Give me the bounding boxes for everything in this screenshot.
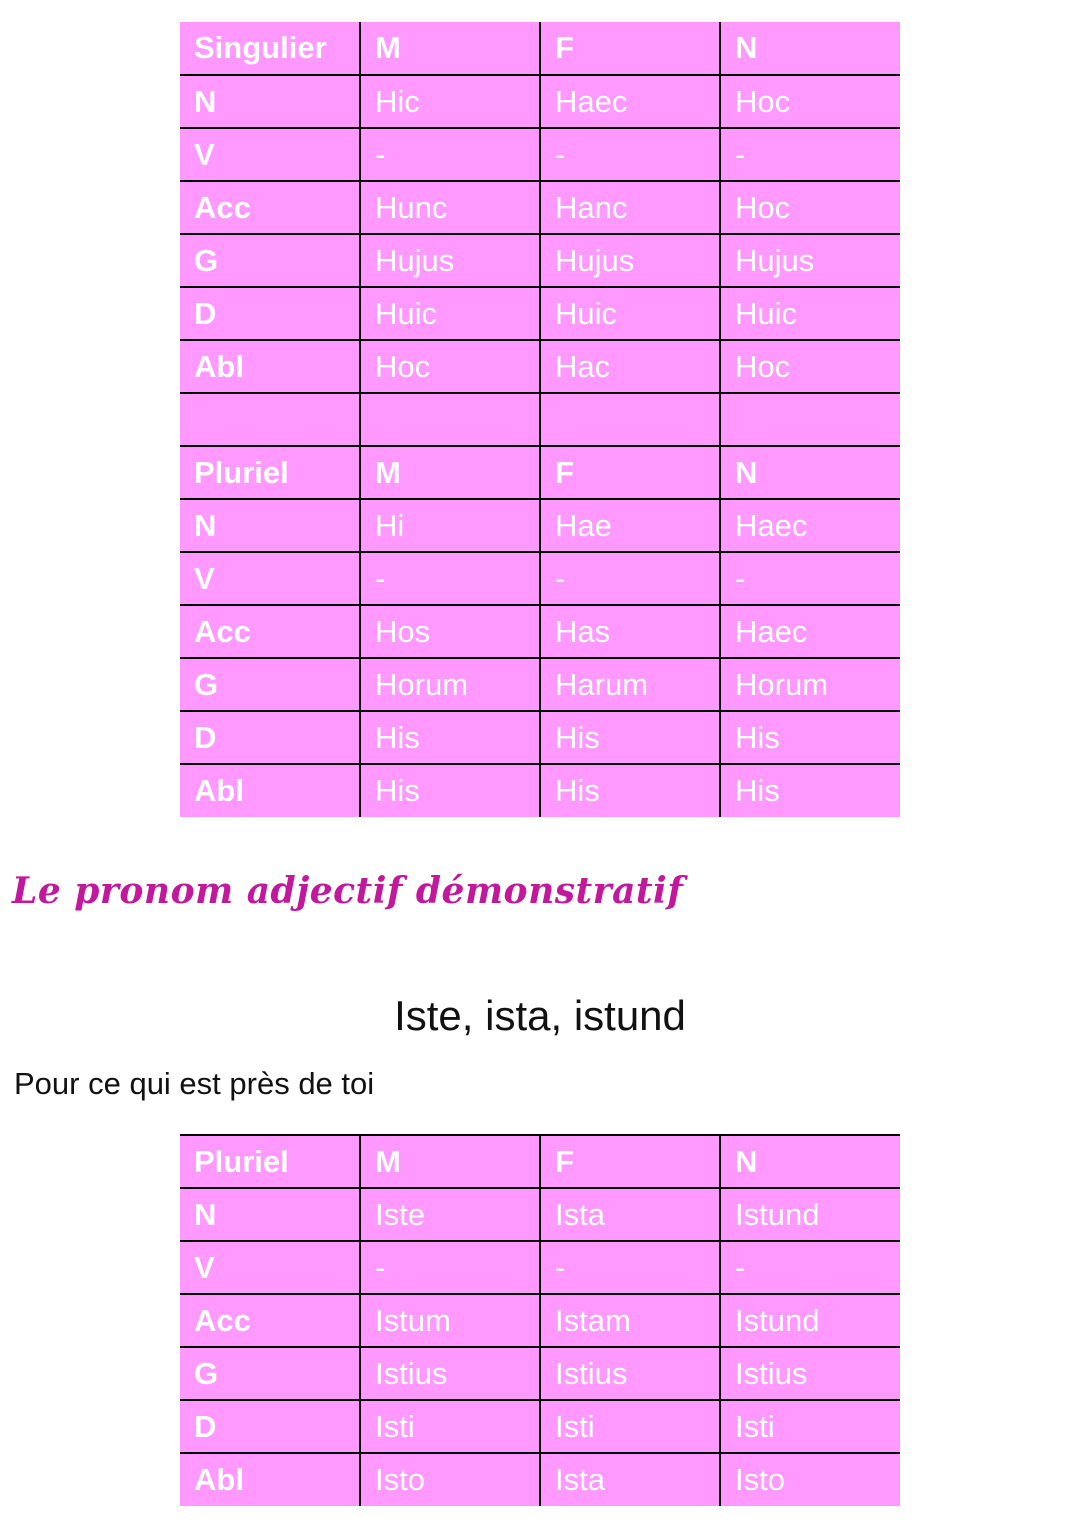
form-cell: Hunc [360,181,540,234]
form-cell [540,393,720,446]
table-row [180,1347,900,1400]
form-cell [360,393,540,446]
case-cell: D [180,1400,360,1453]
form-cell: - [720,128,900,181]
form-cell: Isti [360,1400,540,1453]
table-row [180,499,900,552]
table-row [180,1453,900,1506]
form-cell: His [540,764,720,817]
form-cell: Hoc [720,75,900,128]
form-cell: Hanc [540,181,720,234]
header-cell: F [540,446,720,499]
form-cell: His [720,711,900,764]
spacer-row [180,393,900,446]
header-cell: M [360,1135,540,1188]
form-cell: - [720,1241,900,1294]
form-cell: Hujus [720,234,900,287]
form-cell: Haec [720,605,900,658]
table-row [180,128,900,181]
table-row [180,1294,900,1347]
form-cell: Istum [360,1294,540,1347]
form-cell: Iste [360,1188,540,1241]
table-row [180,234,900,287]
case-cell: Abl [180,340,360,393]
form-cell: Istund [720,1294,900,1347]
form-cell: His [540,711,720,764]
case-cell: N [180,1188,360,1241]
table-row [180,552,900,605]
form-cell: His [735,773,780,808]
table-body [180,1135,900,1506]
form-cell: Horum [720,658,900,711]
table-row [180,1188,900,1241]
form-cell: Horum [360,658,540,711]
form-cell: - [540,1241,720,1294]
case-cell: Abl [180,764,360,817]
form-cell: Huic [540,287,720,340]
table-header-row [180,22,900,75]
form-cell: - [540,552,720,605]
form-cell: Hos [360,605,540,658]
table-row [180,340,900,393]
form-cell: Huic [720,287,900,340]
pronoun-note: Pour ce qui est près de toi [14,1066,375,1101]
form-cell: Haec [720,499,900,552]
case-cell: V [180,128,360,181]
header-cell: M [360,22,540,75]
case-cell: V [180,1241,360,1294]
form-cell: Istius [360,1347,540,1400]
form-cell: Hujus [540,234,720,287]
form-cell: Harum [540,658,720,711]
header-cell: Pluriel [180,446,360,499]
declension-table-iste [180,1134,900,1506]
case-cell: G [180,234,360,287]
form-cell: Isti [720,1400,900,1453]
case-cell: D [180,287,360,340]
form-cell: Haec [540,75,720,128]
table-row [180,711,900,764]
form-cell: Hi [360,499,540,552]
case-cell: N [180,75,360,128]
table-row [180,1400,900,1453]
form-cell: Isto [735,1462,785,1497]
form-cell: Isti [540,1400,720,1453]
form-cell: - [360,1241,540,1294]
header-cell: F [540,1135,720,1188]
case-cell: D [180,711,360,764]
table-row [180,605,900,658]
table-row [180,287,900,340]
form-cell: Hujus [360,234,540,287]
form-cell: - [360,552,540,605]
form-cell: Huic [360,287,540,340]
header-cell: N [720,1135,900,1188]
header-cell: Pluriel [180,1135,360,1188]
form-cell: Ista [540,1188,720,1241]
form-cell: Istund [720,1188,900,1241]
form-cell: - [360,128,540,181]
form-cell: Hoc [720,340,900,393]
table-row [180,1241,900,1294]
case-cell: G [180,658,360,711]
declension-table-hic [180,22,900,817]
table-header-row [180,446,900,499]
table-row [180,75,900,128]
form-cell: Isto [360,1453,540,1506]
form-cell: Has [540,605,720,658]
form-cell: - [540,128,720,181]
table-row [180,764,900,817]
form-cell: Hoc [360,340,540,393]
header-cell: N [720,446,900,499]
form-cell: Istius [540,1347,720,1400]
case-cell [180,393,360,446]
case-cell: V [180,552,360,605]
form-cell: Istam [540,1294,720,1347]
form-cell: Hoc [720,181,900,234]
table-header-row [180,1135,900,1188]
case-cell: Acc [180,181,360,234]
case-cell: Abl [180,1453,360,1506]
case-cell: Acc [180,605,360,658]
form-cell: Hae [540,499,720,552]
section-title: Le pronom adjectif démonstratif [12,870,684,912]
form-cell: His [360,764,540,817]
case-cell: G [180,1347,360,1400]
case-cell: N [180,499,360,552]
table-row [180,658,900,711]
form-cell: His [360,711,540,764]
form-cell: Ista [540,1453,720,1506]
table-row [180,181,900,234]
form-cell: Istius [720,1347,900,1400]
header-cell: F [540,22,720,75]
pronoun-forms: Iste, ista, istund [394,992,686,1039]
form-cell: - [720,552,900,605]
form-cell [720,393,900,446]
case-cell: Acc [180,1294,360,1347]
header-cell: N [720,22,900,75]
form-cell: Hic [360,75,540,128]
table-body [180,22,900,817]
header-cell: Singulier [180,22,360,75]
form-cell: Hac [540,340,720,393]
header-cell: M [360,446,540,499]
